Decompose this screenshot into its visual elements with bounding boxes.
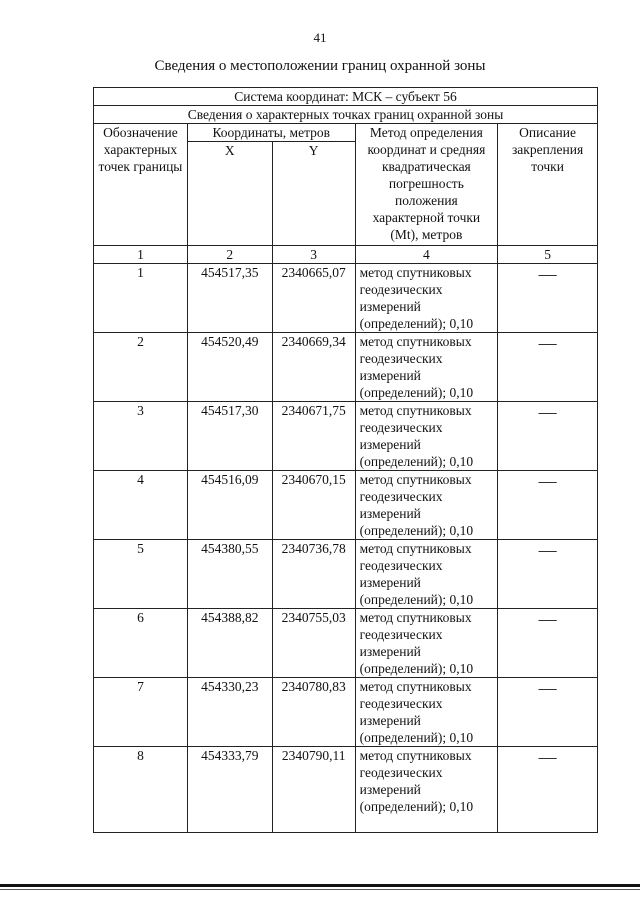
- column-number: 5: [498, 246, 598, 264]
- x-header: X: [187, 142, 272, 246]
- point-number-cell: 8: [94, 747, 188, 833]
- column-number: 1: [94, 246, 188, 264]
- dash-mark: —: [538, 609, 557, 629]
- table-row: [94, 333, 598, 402]
- point-number-cell: 1: [94, 264, 188, 333]
- y-coordinate-cell: 2340736,78: [272, 540, 355, 609]
- dash-mark: —: [538, 333, 557, 353]
- column-numbers-row: [94, 246, 598, 264]
- column-number: 3: [272, 246, 355, 264]
- coord-system-header: Система координат: МСК – субъект 56: [94, 88, 598, 106]
- coordinates-header: Координаты, метров: [187, 124, 355, 142]
- y-coordinate-cell: 2340670,15: [272, 471, 355, 540]
- fixing-description-cell: [498, 609, 598, 678]
- y-coordinate-cell: 2340755,03: [272, 609, 355, 678]
- x-coordinate-cell: 454380,55: [187, 540, 272, 609]
- fixing-description-cell: [498, 747, 598, 833]
- point-designation-header: Обозначение характерных точек границы: [94, 124, 188, 246]
- fixing-description-cell: [498, 264, 598, 333]
- page-title: Сведения о местоположении границ охранной зоны: [154, 58, 486, 74]
- method-cell: метод спутниковых геодезических измерений (определений); 0,10: [355, 678, 498, 747]
- y-header: Y: [272, 142, 355, 246]
- footer-rule-thick: [0, 884, 640, 887]
- x-coordinate-cell: 454517,30: [187, 402, 272, 471]
- method-cell: метод спутниковых геодезических измерений (определений); 0,10: [355, 609, 498, 678]
- fixing-description-cell: [498, 333, 598, 402]
- point-number-cell: 6: [94, 609, 188, 678]
- table-row: [94, 471, 598, 540]
- dash-mark: —: [538, 471, 557, 491]
- fixing-description-cell: [498, 402, 598, 471]
- method-cell: метод спутниковых геодезических измерений (определений); 0,10: [355, 471, 498, 540]
- x-coordinate-cell: 454333,79: [187, 747, 272, 833]
- method-cell: метод спутниковых геодезических измерений (определений); 0,10: [355, 747, 498, 833]
- section-title-header: Сведения о характерных точках границ охранной зоны: [94, 106, 598, 124]
- method-header: Метод определения координат и средняя квадратическая погрешность положения характерной точки (Mt), метров: [355, 124, 498, 246]
- dash-mark: —: [538, 540, 557, 560]
- y-coordinate-cell: 2340780,83: [272, 678, 355, 747]
- table-row: [94, 264, 598, 333]
- y-coordinate-cell: 2340671,75: [272, 402, 355, 471]
- dash-mark: —: [538, 747, 557, 767]
- column-number: 2: [187, 246, 272, 264]
- fixing-description-cell: [498, 540, 598, 609]
- table-row: [94, 747, 598, 833]
- column-number: 4: [355, 246, 498, 264]
- y-coordinate-cell: 2340665,07: [272, 264, 355, 333]
- y-coordinate-cell: 2340790,11: [272, 747, 355, 833]
- footer-rule-thin: [0, 889, 640, 890]
- x-coordinate-cell: 454517,35: [187, 264, 272, 333]
- boundary-points-table: [93, 87, 598, 833]
- point-number-cell: 4: [94, 471, 188, 540]
- fixing-description-cell: [498, 471, 598, 540]
- table-row: [94, 540, 598, 609]
- method-cell: метод спутниковых геодезических измерений (определений); 0,10: [355, 333, 498, 402]
- dash-mark: —: [538, 402, 557, 422]
- method-cell: метод спутниковых геодезических измерений (определений); 0,10: [355, 402, 498, 471]
- fixing-description-cell: [498, 678, 598, 747]
- point-number-cell: 7: [94, 678, 188, 747]
- table-row: [94, 609, 598, 678]
- x-coordinate-cell: 454520,49: [187, 333, 272, 402]
- x-coordinate-cell: 454516,09: [187, 471, 272, 540]
- method-cell: метод спутниковых геодезических измерений (определений); 0,10: [355, 264, 498, 333]
- table-row: [94, 678, 598, 747]
- point-number-cell: 3: [94, 402, 188, 471]
- method-cell: метод спутниковых геодезических измерений (определений); 0,10: [355, 540, 498, 609]
- fixing-description-header: Описание закрепления точки: [498, 124, 598, 246]
- x-coordinate-cell: 454330,23: [187, 678, 272, 747]
- dash-mark: —: [538, 678, 557, 698]
- x-coordinate-cell: 454388,82: [187, 609, 272, 678]
- point-number-cell: 2: [94, 333, 188, 402]
- dash-mark: —: [538, 264, 557, 284]
- y-coordinate-cell: 2340669,34: [272, 333, 355, 402]
- point-number-cell: 5: [94, 540, 188, 609]
- page-number: 41: [313, 30, 327, 45]
- table-row: [94, 402, 598, 471]
